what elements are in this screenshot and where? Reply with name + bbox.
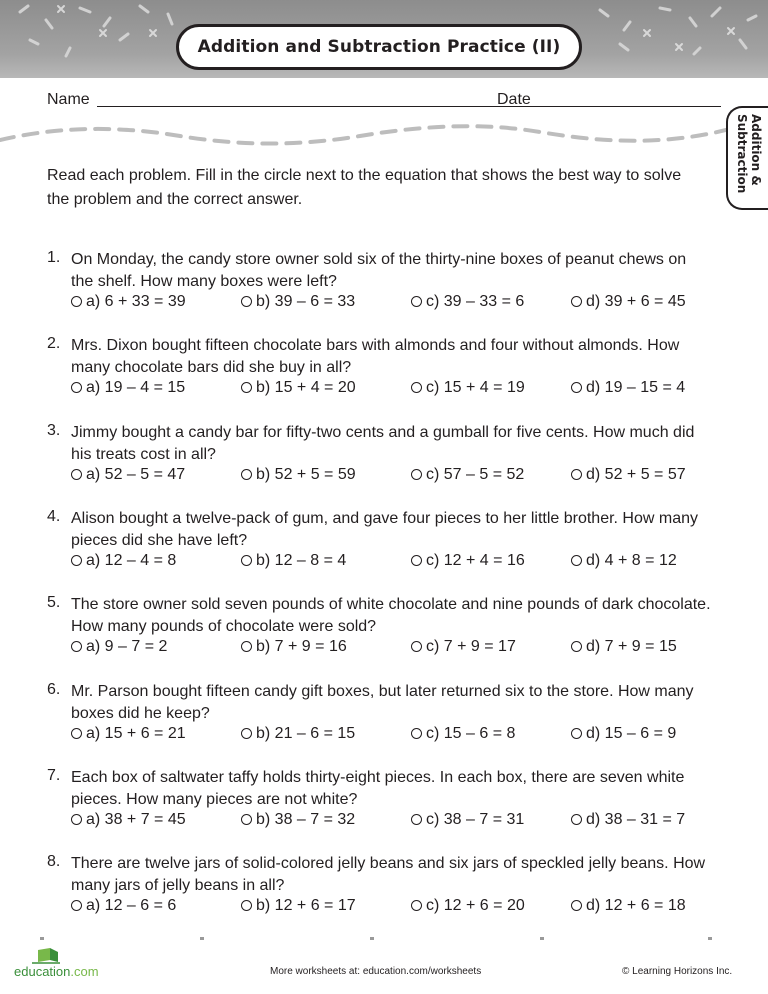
choice-c[interactable]: c) 15 + 4 = 19 <box>411 379 525 397</box>
choice-d[interactable]: d) 39 + 6 = 45 <box>571 293 686 311</box>
page-title: Addition and Subtraction Practice (II) <box>197 37 561 57</box>
name-field[interactable] <box>97 106 537 107</box>
answer-choices <box>71 379 731 401</box>
circle-icon[interactable] <box>71 641 82 652</box>
book-icon <box>28 946 68 964</box>
choice-b[interactable]: b) 39 – 6 = 33 <box>241 293 355 311</box>
circle-icon[interactable] <box>241 641 252 652</box>
circle-icon[interactable] <box>571 469 582 480</box>
more-worksheets-link[interactable]: More worksheets at: education.com/worksheets <box>270 966 482 977</box>
circle-icon[interactable] <box>411 296 422 307</box>
date-label: Date <box>497 91 531 108</box>
circle-icon[interactable] <box>411 728 422 739</box>
answer-choices <box>71 552 731 574</box>
circle-icon[interactable] <box>71 814 82 825</box>
problem-number: 3. <box>47 422 61 439</box>
instructions: Read each problem. Fill in the circle next to the equation that shows the best way to solve the problem and the correct answer. <box>47 167 682 208</box>
choice-c[interactable]: c) 7 + 9 = 17 <box>411 638 516 656</box>
problem-number: 4. <box>47 508 61 525</box>
answer-choices <box>71 293 731 315</box>
choice-b[interactable]: b) 7 + 9 = 16 <box>241 638 347 656</box>
choice-d[interactable]: d) 12 + 6 = 18 <box>571 897 686 915</box>
choice-a[interactable]: a) 12 – 4 = 8 <box>71 552 176 570</box>
choice-c[interactable]: c) 12 + 6 = 20 <box>411 897 525 915</box>
choice-a[interactable]: a) 19 – 4 = 15 <box>71 379 185 397</box>
circle-icon[interactable] <box>71 382 82 393</box>
problem-number: 1. <box>47 249 61 266</box>
answer-choices <box>71 811 731 833</box>
problem-number: 8. <box>47 853 61 870</box>
name-label: Name <box>47 91 90 108</box>
circle-icon[interactable] <box>71 296 82 307</box>
circle-icon[interactable] <box>241 555 252 566</box>
choice-d[interactable]: d) 52 + 5 = 57 <box>571 466 686 484</box>
circle-icon[interactable] <box>71 728 82 739</box>
problem-text: Mr. Parson bought fifteen candy gift boxes, but later returned six to the store. How many boxes did he keep? <box>71 683 694 722</box>
circle-icon[interactable] <box>411 555 422 566</box>
choice-a[interactable]: a) 6 + 33 = 39 <box>71 293 186 311</box>
name-date-row <box>47 88 727 112</box>
choice-d[interactable]: d) 38 – 31 = 7 <box>571 811 685 829</box>
problem-text: Jimmy bought a candy bar for fifty-two cents and a gumball for five cents. How much did his treats cost in all? <box>71 424 695 463</box>
choice-c[interactable]: c) 57 – 5 = 52 <box>411 466 524 484</box>
circle-icon[interactable] <box>571 814 582 825</box>
choice-c[interactable]: c) 15 – 6 = 8 <box>411 725 515 743</box>
answer-choices <box>71 897 731 919</box>
choice-d[interactable]: d) 19 – 15 = 4 <box>571 379 685 397</box>
choice-c[interactable]: c) 38 – 7 = 31 <box>411 811 524 829</box>
problem-text: The store owner sold seven pounds of white chocolate and nine pounds of dark chocolate. How many pounds of chocolate were sold? <box>71 596 711 635</box>
circle-icon[interactable] <box>411 469 422 480</box>
choice-d[interactable]: d) 4 + 8 = 12 <box>571 552 677 570</box>
choice-a[interactable]: a) 38 + 7 = 45 <box>71 811 186 829</box>
choice-a[interactable]: a) 12 – 6 = 6 <box>71 897 176 915</box>
circle-icon[interactable] <box>571 641 582 652</box>
circle-icon[interactable] <box>571 296 582 307</box>
title-banner <box>176 24 582 70</box>
circle-icon[interactable] <box>571 900 582 911</box>
problem-text: Each box of saltwater taffy holds thirty-eight pieces. In each box, there are seven white pieces. How many pieces are not white? <box>71 769 685 808</box>
problem-number: 5. <box>47 594 61 611</box>
circle-icon[interactable] <box>571 555 582 566</box>
choice-b[interactable]: b) 12 + 6 = 17 <box>241 897 356 915</box>
problem-text: Alison bought a twelve-pack of gum, and gave four pieces to her little brother. How many pieces did she have left? <box>71 510 699 549</box>
circle-icon[interactable] <box>411 814 422 825</box>
footer-divider <box>40 936 730 942</box>
choice-b[interactable]: b) 21 – 6 = 15 <box>241 725 355 743</box>
answer-choices <box>71 466 731 488</box>
circle-icon[interactable] <box>241 814 252 825</box>
circle-icon[interactable] <box>571 728 582 739</box>
circle-icon[interactable] <box>71 555 82 566</box>
copyright: © Learning Horizons Inc. <box>622 966 733 977</box>
circle-icon[interactable] <box>241 382 252 393</box>
answer-choices <box>71 638 731 660</box>
choice-a[interactable]: a) 52 – 5 = 47 <box>71 466 185 484</box>
education-logo <box>14 946 114 980</box>
circle-icon[interactable] <box>411 641 422 652</box>
choice-a[interactable]: a) 15 + 6 = 21 <box>71 725 186 743</box>
circle-icon[interactable] <box>411 900 422 911</box>
choice-c[interactable]: c) 39 – 33 = 6 <box>411 293 524 311</box>
problem-text: Mrs. Dixon bought fifteen chocolate bars with almonds and four without almonds. How many chocolate bars did she buy in all? <box>71 337 680 376</box>
choice-b[interactable]: b) 12 – 8 = 4 <box>241 552 346 570</box>
logo-suffix: .com <box>70 964 99 979</box>
circle-icon[interactable] <box>241 469 252 480</box>
problem-number: 6. <box>47 681 61 698</box>
choice-d[interactable]: d) 15 – 6 = 9 <box>571 725 676 743</box>
side-tab-label: Addition & Subtraction <box>735 114 763 194</box>
choice-d[interactable]: d) 7 + 9 = 15 <box>571 638 677 656</box>
circle-icon[interactable] <box>411 382 422 393</box>
problem-text: There are twelve jars of solid-colored jelly beans and six jars of speckled jelly beans. How many jars of jelly beans in all? <box>71 855 706 894</box>
choice-b[interactable]: b) 15 + 4 = 20 <box>241 379 356 397</box>
problem-number: 2. <box>47 335 61 352</box>
problem-number: 7. <box>47 767 61 784</box>
wavy-divider <box>0 112 726 152</box>
side-tab <box>726 106 768 210</box>
choice-a[interactable]: a) 9 – 7 = 2 <box>71 638 167 656</box>
circle-icon[interactable] <box>71 469 82 480</box>
choice-b[interactable]: b) 52 + 5 = 59 <box>241 466 356 484</box>
circle-icon[interactable] <box>241 296 252 307</box>
problem-text: On Monday, the candy store owner sold six of the thirty-nine boxes of peanut chews on the shelf. How many boxes were left? <box>71 251 687 290</box>
answer-choices <box>71 725 731 747</box>
header-band <box>0 0 768 78</box>
circle-icon[interactable] <box>71 900 82 911</box>
circle-icon[interactable] <box>241 728 252 739</box>
date-field[interactable] <box>535 106 721 107</box>
choice-b[interactable]: b) 38 – 7 = 32 <box>241 811 355 829</box>
logo-main: education <box>14 964 71 979</box>
circle-icon[interactable] <box>241 900 252 911</box>
choice-c[interactable]: c) 12 + 4 = 16 <box>411 552 525 570</box>
circle-icon[interactable] <box>571 382 582 393</box>
